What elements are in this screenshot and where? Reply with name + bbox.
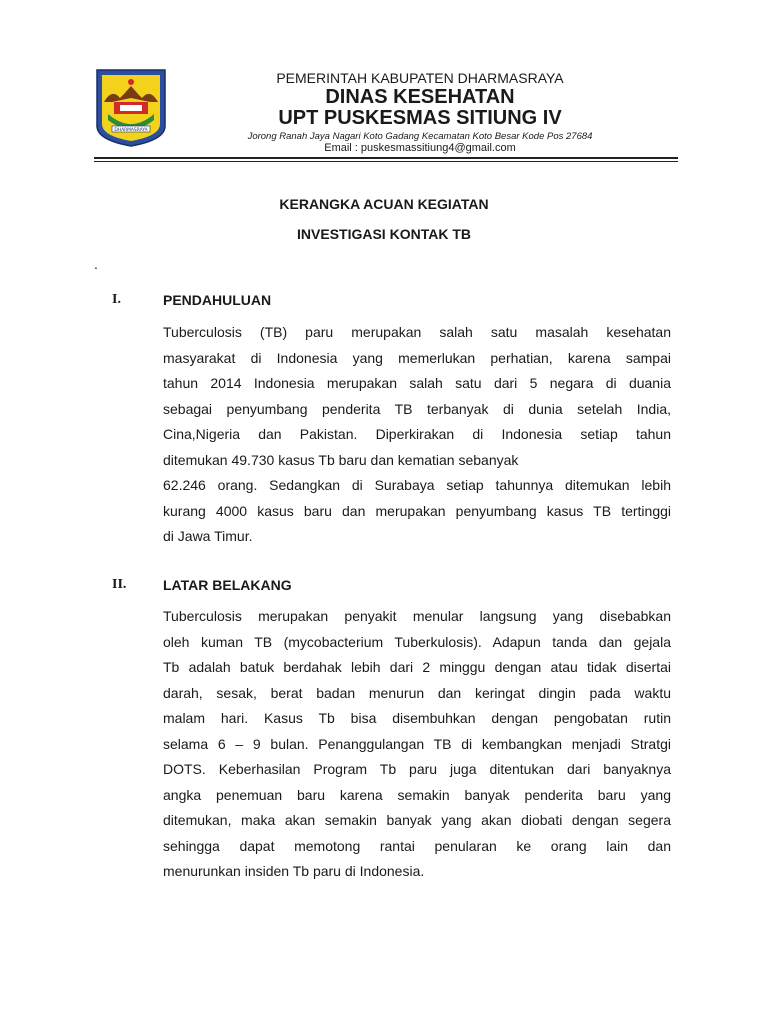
email-line: Email : puskesmassitiung4@gmail.com (324, 142, 516, 154)
unit-name: UPT PUSKESMAS SITIUNG IV (278, 107, 562, 129)
stray-mark: . (94, 256, 98, 272)
section-paragraph (163, 604, 671, 885)
paragraph-line: malam hari. Kasus Tb bisa disembuhkan dengan pengobatan rutin (163, 710, 671, 726)
section-number: I. (112, 292, 121, 307)
paragraph-line: DOTS. Keberhasilan Program Tb paru juga ditentukan dari banyaknya (163, 761, 671, 777)
paragraph-line: oleh kuman TB (mycobacterium Tuberkulosis). Adapun tanda dan gejala (163, 633, 671, 650)
dharmasraya-regency-logo-icon (94, 68, 168, 148)
paragraph-line: angka penemuan baru karena semakin banyak penderita baru yang (163, 786, 671, 803)
paragraph-line: ditemukan 49.730 kasus Tb baru dan kematian sebanyak (163, 451, 519, 468)
paragraph-line: Tuberculosis (TB) paru merupakan salah satu masalah kesehatan (163, 324, 671, 340)
paragraph-line: Tb adalah batuk berdahak lebih dari 2 minggu dengan atau tidak disertai (163, 659, 671, 675)
address-line: Jorong Ranah Jaya Nagari Koto Gadang Kecamatan Koto Besar Kode Pos 27684 (247, 131, 593, 142)
government-name: PEMERINTAH KABUPATEN DHARMASRAYA (276, 70, 564, 86)
letterhead-divider-thick (94, 157, 678, 159)
department-name: DINAS KESEHATAN (325, 86, 515, 108)
document-title: KERANGKA ACUAN KEGIATAN (279, 196, 489, 212)
paragraph-line: ditemukan, maka akan semakin banyak yang akan diobati dengan segera (163, 812, 671, 828)
section-paragraph (163, 320, 671, 550)
paragraph-line: di Jawa Timur. (163, 528, 253, 544)
paragraph-line: selama 6 – 9 bulan. Penanggulangan TB di kembangkan menjadi Stratgi (163, 735, 671, 752)
paragraph-line: kurang 4000 kasus baru dan merupakan penyumbang kasus TB tertinggi (163, 502, 671, 519)
document-subtitle: INVESTIGASI KONTAK TB (297, 226, 471, 242)
paragraph-line: darah, sesak, berat badan menurun dan keringat dingin pada waktu (163, 684, 671, 701)
paragraph-line: Tuberculosis merupakan penyakit menular langsung yang disebabkan (163, 608, 671, 624)
section-number: II. (112, 577, 127, 592)
paragraph-line: sebagai penyumbang penderita TB terbanyak di dunia setelah India, (163, 400, 671, 417)
section-heading: PENDAHULUAN (163, 292, 272, 308)
logo-banner-text: DHARMASRAYA (114, 128, 148, 133)
letterhead-divider-thin (94, 161, 678, 162)
section-heading: LATAR BELAKANG (163, 577, 292, 593)
paragraph-line: sehingga dapat memotong rantai penularan ke orang lain dan (163, 837, 671, 854)
paragraph-line: 62.246 orang. Sedangkan di Surabaya setiap tahunnya ditemukan lebih (163, 477, 671, 493)
paragraph-line: tahun 2014 Indonesia merupakan salah satu dari 5 negara di duania (163, 375, 671, 391)
paragraph-line: masyarakat di Indonesia yang memerlukan perhatian, karena sampai (163, 349, 671, 366)
paragraph-line: Cina,Nigeria dan Pakistan. Diperkirakan di Indonesia setiap tahun (163, 426, 671, 442)
paragraph-line: menurunkan insiden Tb paru di Indonesia. (163, 863, 425, 879)
